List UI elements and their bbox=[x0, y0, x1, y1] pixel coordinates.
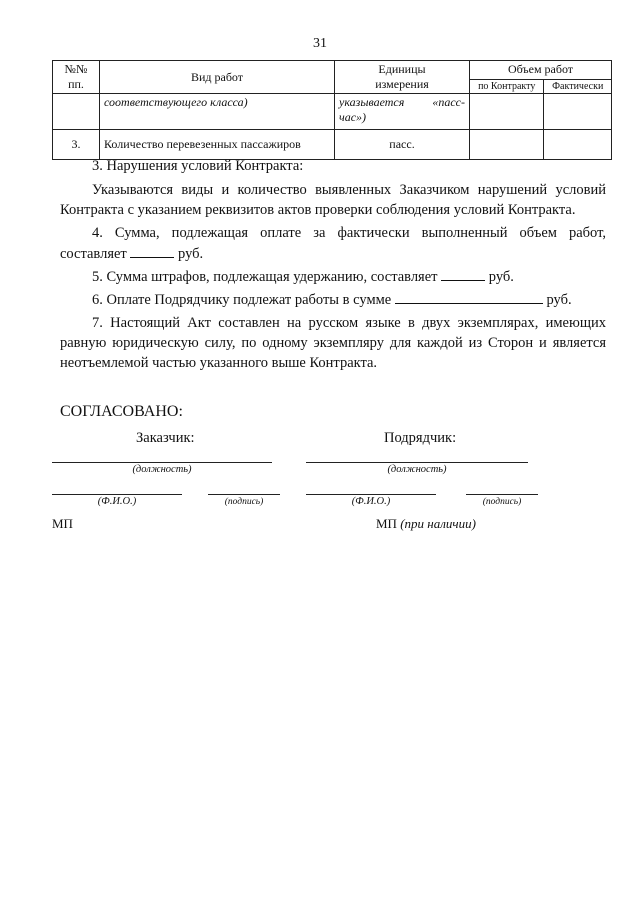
customer-fio-caption: (Ф.И.О.) bbox=[97, 496, 137, 507]
customer-position-caption: (должность) bbox=[132, 464, 192, 475]
section-5 bbox=[60, 266, 606, 287]
section-3-title: 3. Нарушения условий Контракта: bbox=[92, 158, 304, 174]
header-kind: Вид работ bbox=[100, 61, 335, 94]
header-unit-line2: измерения bbox=[375, 77, 429, 91]
row2-unit: пасс. bbox=[335, 130, 470, 160]
customer-stamp-label: МП bbox=[52, 516, 73, 531]
header-num-line2: пп. bbox=[68, 77, 84, 91]
contractor-fio-caption: (Ф.И.О.) bbox=[351, 496, 391, 507]
table-header-row bbox=[53, 61, 612, 80]
header-num-line1: №№ bbox=[64, 62, 88, 76]
works-table bbox=[52, 60, 612, 160]
section-5-unit: руб. bbox=[488, 269, 514, 285]
row1-kind: соответствующего класса) bbox=[100, 94, 335, 130]
header-by-contract: по Контракту bbox=[470, 79, 544, 93]
section-4-text: 4. Сумма, подлежащая оплате за фактически выполненный объем работ, составляет bbox=[60, 225, 606, 262]
section-7-text: 7. Настоящий Акт составлен на русском языке в двух экземплярах, имеющих равную юридическую силу, по одному экземпляру для каждой из Сторон и является неотъемлемой частью указанного выше Контракта. bbox=[60, 315, 606, 371]
header-actual: Фактически bbox=[544, 79, 612, 93]
section-5-amount-blank[interactable] bbox=[441, 266, 485, 281]
section-6-text: 6. Оплате Подрядчику подлежат работы в сумме bbox=[92, 292, 392, 308]
customer-title: Заказчик: bbox=[136, 430, 195, 446]
table-row bbox=[53, 94, 612, 130]
section-3-text: Указываются виды и количество выявленных Заказчиком нарушений условий Контракта с указанием реквизитов актов проверки соблюдения условий Контракта. bbox=[60, 182, 606, 218]
row2-actual bbox=[544, 130, 612, 160]
row2-num: 3. bbox=[53, 130, 100, 160]
customer-signature-caption: (подпись) bbox=[224, 497, 264, 507]
header-unit-line1: Единицы bbox=[378, 62, 426, 76]
header-volume: Объем работ bbox=[470, 61, 612, 80]
section-4 bbox=[60, 223, 606, 264]
agreed-heading: СОГЛАСОВАНО: bbox=[60, 403, 183, 420]
customer-signature-line[interactable] bbox=[208, 494, 280, 495]
contractor-signature-caption: (подпись) bbox=[482, 497, 522, 507]
section-6-unit: руб. bbox=[546, 292, 572, 308]
section-5-text: 5. Сумма штрафов, подлежащая удержанию, составляет bbox=[92, 269, 438, 285]
table-row bbox=[53, 130, 612, 160]
contractor-fio-line[interactable] bbox=[306, 494, 436, 495]
row2-kind: Количество перевезенных пассажиров bbox=[100, 130, 335, 160]
row2-by-contract bbox=[470, 130, 544, 160]
contractor-title: Подрядчик: bbox=[384, 430, 457, 446]
row1-unit-a: указывается bbox=[339, 95, 405, 109]
customer-position-line[interactable] bbox=[52, 462, 272, 463]
section-4-unit: руб. bbox=[178, 246, 204, 262]
contractor-position-caption: (должность) bbox=[387, 464, 447, 475]
row1-unit-b: «пасс- bbox=[432, 95, 465, 109]
header-unit bbox=[335, 61, 470, 94]
header-num bbox=[53, 61, 100, 94]
section-6-amount-blank[interactable] bbox=[395, 289, 543, 304]
contractor-stamp-note: (при наличии) bbox=[400, 516, 476, 531]
contractor-stamp-label: МП bbox=[376, 516, 397, 531]
row1-unit bbox=[335, 94, 470, 130]
customer-fio-line[interactable] bbox=[52, 494, 182, 495]
contractor-signature-line[interactable] bbox=[466, 494, 538, 495]
page-number: 31 bbox=[313, 36, 327, 51]
contractor-stamp bbox=[376, 516, 476, 532]
contractor-position-line[interactable] bbox=[306, 462, 528, 463]
row1-unit-c: час») bbox=[339, 110, 367, 124]
row1-actual bbox=[544, 94, 612, 130]
row1-num bbox=[53, 94, 100, 130]
section-4-amount-blank[interactable] bbox=[130, 243, 174, 258]
row1-by-contract bbox=[470, 94, 544, 130]
section-6 bbox=[60, 289, 606, 310]
